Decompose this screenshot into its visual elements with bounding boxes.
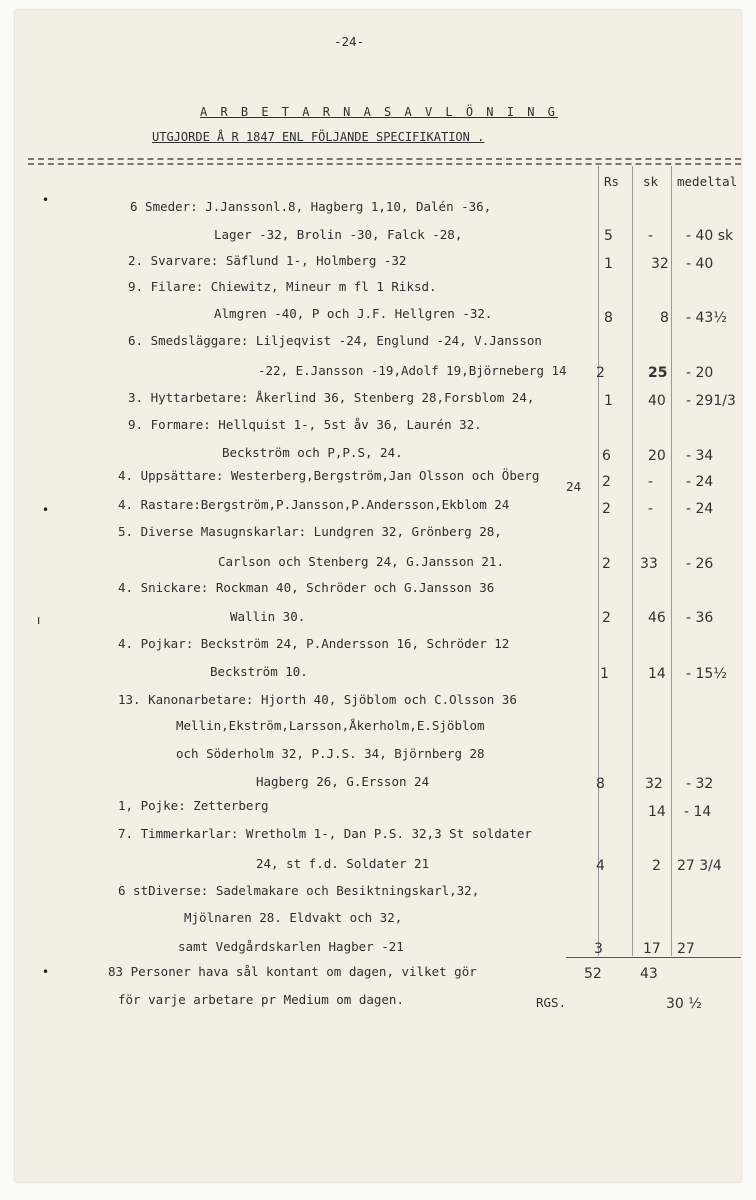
- text-line: samt Vedgårdskarlen Hagber -21: [178, 939, 404, 954]
- column-header-rs: Rs: [604, 174, 620, 189]
- margin-dot: •: [42, 503, 50, 517]
- rs-value: 2: [596, 365, 605, 381]
- rs-value: 4: [596, 858, 605, 874]
- medeltal-value: - 15½: [686, 666, 727, 682]
- medeltal-value: - 40: [686, 256, 714, 272]
- sk-value: 20: [648, 448, 666, 464]
- sk-value: 32: [645, 776, 663, 792]
- signature-initials: RGS.: [536, 995, 567, 1010]
- sk-value: -: [648, 501, 654, 517]
- page-subtitle: UTGJORDE Å R 1847 ENL FÖLJANDE SPECIFIKATION .: [152, 130, 485, 144]
- column-header-medeltal: medeltal: [677, 174, 738, 189]
- text-line: Mellin,Ekström,Larsson,Åkerholm,E.Sjöblom: [176, 718, 485, 733]
- total-sk: 43: [640, 966, 658, 982]
- handwritten-note: 24: [566, 480, 582, 494]
- text-line: 2. Svarvare: Säflund 1-, Holmberg -32: [128, 253, 407, 268]
- column-header-sk: sk: [643, 174, 659, 189]
- sk-value: 25: [648, 365, 668, 381]
- rs-value: 1: [604, 256, 613, 272]
- rs-value: 6: [602, 448, 611, 464]
- column-divider: [632, 166, 633, 956]
- text-line: Almgren -40, P och J.F. Hellgren -32.: [214, 306, 493, 321]
- rs-value: 2: [602, 556, 611, 572]
- text-line: 6. Smedsläggare: Liljeqvist -24, Englund -24, V.Jansson: [128, 333, 542, 348]
- text-line: Beckström 10.: [210, 664, 308, 679]
- medeltal-value: - 14: [684, 804, 712, 820]
- text-line: -22, E.Jansson -19,Adolf 19,Björneberg 14: [258, 363, 567, 378]
- medeltal-value: - 24: [686, 501, 714, 517]
- margin-tick: ı: [37, 613, 41, 627]
- text-line: 6 stDiverse: Sadelmakare och Besiktningskarl,32,: [118, 883, 480, 898]
- text-line: för varje arbetare pr Medium om dagen.: [118, 992, 404, 1007]
- text-line: 1, Pojke: Zetterberg: [118, 798, 269, 813]
- text-line: Beckström och P,P.S, 24.: [222, 445, 403, 460]
- sk-value: 14: [648, 666, 666, 682]
- page-title: A R B E T A R N A S A V L Ö N I N G: [200, 105, 558, 119]
- sk-value: 8: [660, 310, 669, 326]
- text-line: 4. Rastare:Bergström,P.Jansson,P.Andersson,Ekblom 24: [118, 497, 510, 512]
- text-line: Hagberg 26, G.Ersson 24: [256, 774, 430, 789]
- medeltal-value: - 26: [686, 556, 714, 572]
- text-line: 24, st f.d. Soldater 21: [256, 856, 430, 871]
- medeltal-value: - 20: [686, 365, 714, 381]
- sk-value: 32: [651, 256, 669, 272]
- text-line: 4. Pojkar: Beckström 24, P.Andersson 16, Schröder 12: [118, 636, 510, 651]
- total-rule: [566, 957, 741, 958]
- medeltal-value: - 24: [686, 474, 714, 490]
- text-line: 9. Filare: Chiewitz, Mineur m fl 1 Riksd.: [128, 279, 437, 294]
- text-line: 3. Hyttarbetare: Åkerlind 36, Stenberg 28,Forsblom 24,: [128, 390, 535, 405]
- text-line: 83 Personer hava sål kontant om dagen, vilket gör: [108, 964, 477, 979]
- rs-value: 2: [602, 474, 611, 490]
- rs-value: 8: [596, 776, 605, 792]
- text-line: Wallin 30.: [230, 609, 306, 624]
- medeltal-value: - 291/3: [686, 393, 736, 409]
- rs-value: 3: [594, 941, 603, 957]
- text-line: Mjölnaren 28. Eldvakt och 32,: [184, 910, 403, 925]
- text-line: 6 Smeder: J.Janssonl.8, Hagberg 1,10, Dalén -36,: [130, 199, 492, 214]
- column-divider: [598, 166, 599, 956]
- rs-value: 5: [604, 228, 613, 244]
- margin-dot: •: [42, 965, 50, 979]
- sk-value: 40: [648, 393, 666, 409]
- text-line: 7. Timmerkarlar: Wretholm 1-, Dan P.S. 32,3 St soldater: [118, 826, 532, 841]
- text-line: 4. Snickare: Rockman 40, Schröder och G.Jansson 36: [118, 580, 495, 595]
- text-line: Carlson och Stenberg 24, G.Jansson 21.: [218, 554, 504, 569]
- page-number: -24-: [334, 34, 365, 49]
- total-medium: 30 ½: [666, 996, 702, 1012]
- medeltal-value: - 43½: [686, 310, 727, 326]
- medeltal-value: 27 3/4: [677, 858, 722, 874]
- margin-dot: •: [42, 193, 50, 207]
- text-line: 4. Uppsättare: Westerberg,Bergström,Jan Olsson och Öberg: [118, 468, 540, 483]
- rs-value: 1: [604, 393, 613, 409]
- sk-value: 46: [648, 610, 666, 626]
- text-line: 13. Kanonarbetare: Hjorth 40, Sjöblom och C.Olsson 36: [118, 692, 517, 707]
- text-line: 5. Diverse Masugnskarlar: Lundgren 32, Grönberg 28,: [118, 524, 502, 539]
- sk-value: -: [648, 474, 654, 490]
- sk-value: 33: [640, 556, 658, 572]
- text-line: Lager -32, Brolin -30, Falck -28,: [214, 227, 463, 242]
- rs-value: 2: [602, 501, 611, 517]
- sk-value: 2: [652, 858, 661, 874]
- separator-rule: [28, 163, 741, 165]
- medeltal-value: - 40 sk: [686, 228, 734, 244]
- sk-value: 14: [648, 804, 666, 820]
- sk-value: 17: [643, 941, 661, 957]
- sk-value: -: [648, 228, 654, 244]
- text-line: och Söderholm 32, P.J.S. 34, Björnberg 28: [176, 746, 485, 761]
- column-divider: [671, 166, 672, 956]
- rs-value: 8: [604, 310, 613, 326]
- medeltal-value: 27: [677, 941, 695, 957]
- rs-value: 1: [600, 666, 609, 682]
- total-rs: 52: [584, 966, 602, 982]
- text-line: 9. Formare: Hellquist 1-, 5st åv 36, Laurén 32.: [128, 417, 482, 432]
- medeltal-value: - 36: [686, 610, 714, 626]
- separator-rule: [28, 158, 741, 160]
- medeltal-value: - 34: [686, 448, 714, 464]
- medeltal-value: - 32: [686, 776, 714, 792]
- rs-value: 2: [602, 610, 611, 626]
